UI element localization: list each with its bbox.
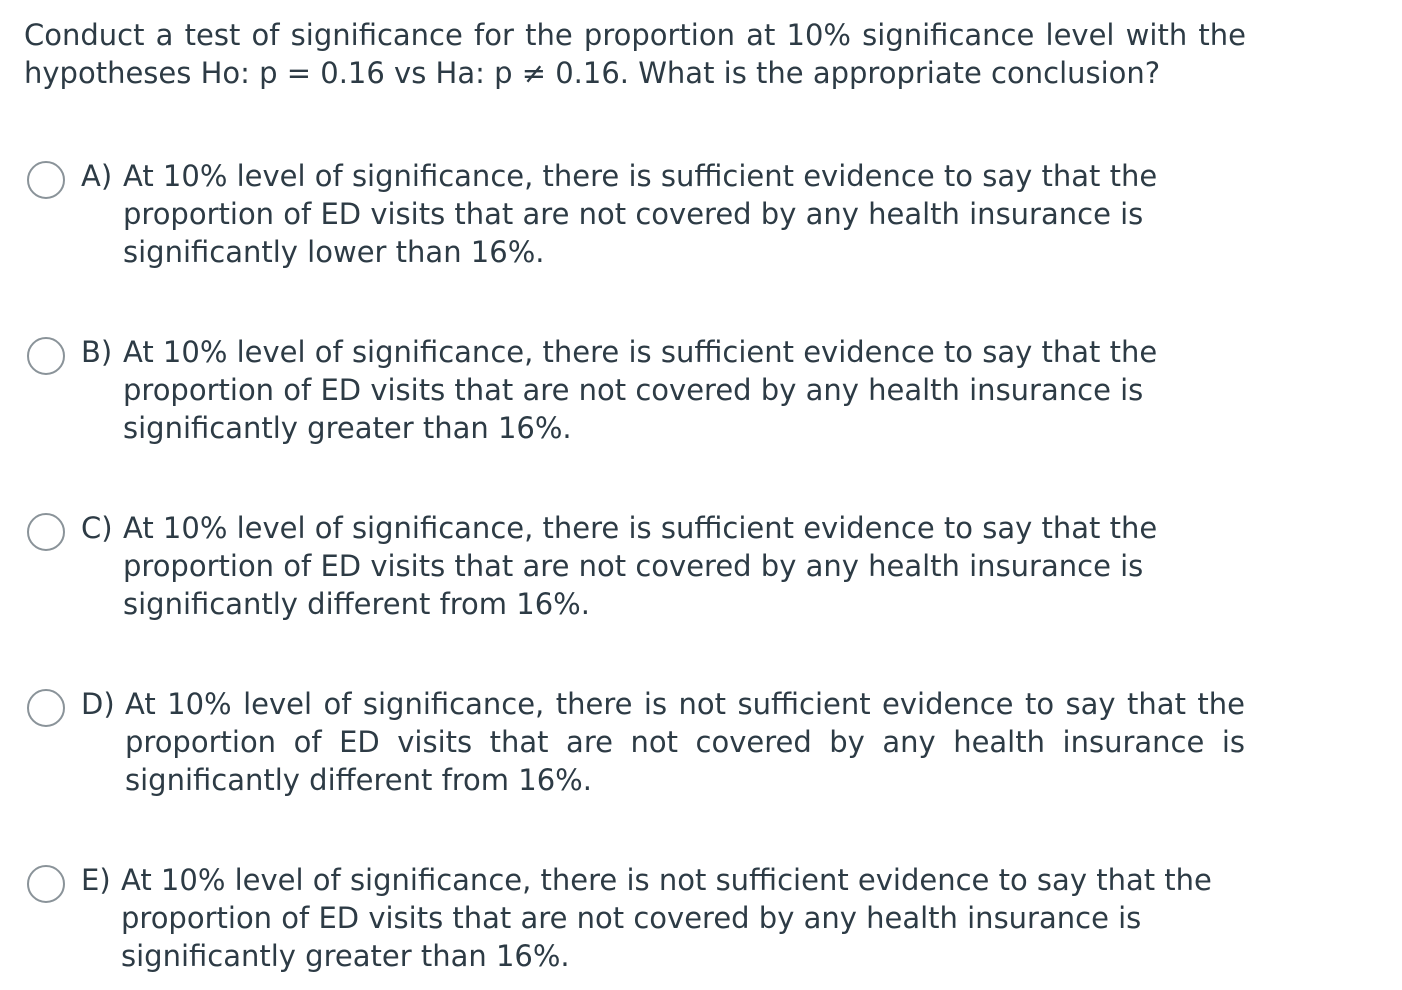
question-line-2: hypotheses Ho: p = 0.16 vs Ha: p ≠ 0.16. What is the appropriate conclusion? <box>24 56 1161 90</box>
answer-text-d <box>125 685 1245 799</box>
radio-button-d[interactable] <box>27 689 65 727</box>
answer-text-b <box>123 333 1157 447</box>
answer-text-e <box>121 861 1212 975</box>
answer-letter-a: A) <box>81 159 113 193</box>
answer-a-line-1: At 10% level of significance, there is sufficient evidence to say that the <box>123 159 1158 193</box>
radio-button-c[interactable] <box>27 513 65 551</box>
answer-a-line-3: significantly lower than 16%. <box>123 235 545 269</box>
answer-option-e[interactable] <box>27 861 1212 975</box>
answer-text-c <box>123 509 1157 623</box>
answer-e-line-3: significantly greater than 16%. <box>121 939 570 973</box>
answer-c-line-2: proportion of ED visits that are not covered by any health insurance is <box>123 549 1144 583</box>
question-text <box>24 16 1246 92</box>
answer-b-line-2: proportion of ED visits that are not covered by any health insurance is <box>123 373 1144 407</box>
answer-c-line-3: significantly different from 16%. <box>123 587 590 621</box>
answer-b-line-1: At 10% level of significance, there is sufficient evidence to say that the <box>123 335 1158 369</box>
answer-option-a[interactable] <box>27 157 1158 271</box>
answer-d-line-3: significantly different from 16%. <box>125 763 592 797</box>
radio-button-a[interactable] <box>27 161 65 199</box>
radio-button-e[interactable] <box>27 865 65 903</box>
answer-d-line-2: proportion of ED visits that are not covered by any health insurance is <box>125 725 1245 759</box>
answer-a-line-2: proportion of ED visits that are not covered by any health insurance is <box>123 197 1144 231</box>
answer-c-line-1: At 10% level of significance, there is sufficient evidence to say that the <box>123 511 1158 545</box>
answer-d-line-1: At 10% level of significance, there is not sufficient evidence to say that the <box>125 687 1245 721</box>
answer-option-b[interactable] <box>27 333 1158 447</box>
answer-text-a <box>123 157 1157 271</box>
answer-letter-b: B) <box>81 335 113 369</box>
answer-e-line-1: At 10% level of significance, there is not sufficient evidence to say that the <box>121 863 1212 897</box>
answer-option-d[interactable] <box>27 685 1247 799</box>
radio-button-b[interactable] <box>27 337 65 375</box>
question-line-1: Conduct a test of significance for the proportion at 10% significance level with the <box>24 18 1246 52</box>
answer-b-line-3: significantly greater than 16%. <box>123 411 572 445</box>
answer-letter-e: E) <box>81 863 111 897</box>
answer-letter-d: D) <box>81 687 115 721</box>
answer-option-c[interactable] <box>27 509 1158 623</box>
answer-letter-c: C) <box>81 511 113 545</box>
answer-e-line-2: proportion of ED visits that are not covered by any health insurance is <box>121 901 1142 935</box>
